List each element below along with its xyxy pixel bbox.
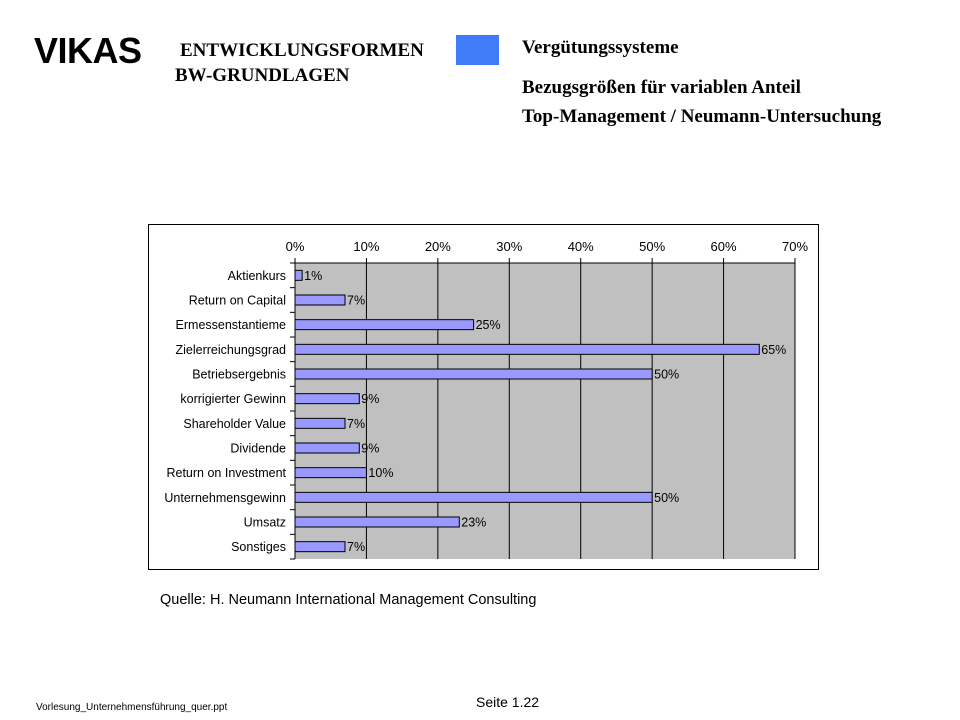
header-line-1: ENTWICKLUNGSFORMEN bbox=[180, 40, 424, 61]
bar bbox=[295, 468, 366, 478]
bar bbox=[295, 369, 652, 379]
category-label: Unternehmensgewinn bbox=[164, 490, 286, 505]
data-label: 9% bbox=[361, 441, 380, 456]
bar bbox=[295, 542, 345, 552]
topic-line-2: Top-Management / Neumann-Untersuchung bbox=[522, 106, 882, 127]
data-label: 25% bbox=[475, 318, 501, 333]
data-label: 10% bbox=[368, 466, 394, 481]
data-label: 50% bbox=[654, 490, 680, 505]
bar-chart bbox=[149, 225, 818, 569]
header-line-2: BW-GRUNDLAGEN bbox=[175, 65, 350, 86]
category-label: Aktienkurs bbox=[227, 268, 286, 283]
bar bbox=[295, 517, 459, 527]
topic-title: Vergütungssysteme bbox=[522, 37, 679, 58]
bar bbox=[295, 295, 345, 305]
x-tick-label: 30% bbox=[496, 239, 523, 254]
category-label: Sonstiges bbox=[231, 540, 286, 555]
data-label: 23% bbox=[461, 515, 487, 530]
bar bbox=[295, 394, 359, 404]
plot-area bbox=[295, 263, 795, 559]
bar bbox=[295, 443, 359, 453]
bar bbox=[295, 344, 759, 354]
accent-box bbox=[456, 35, 499, 65]
x-tick-label: 20% bbox=[424, 239, 451, 254]
category-label: Ermessenstantieme bbox=[175, 318, 286, 333]
bar bbox=[295, 418, 345, 428]
page-number: Seite 1.22 bbox=[476, 694, 540, 710]
category-label: Betriebsergebnis bbox=[192, 367, 286, 382]
x-tick-label: 0% bbox=[285, 239, 305, 254]
data-label: 7% bbox=[347, 416, 366, 431]
x-tick-label: 40% bbox=[567, 239, 594, 254]
data-label: 7% bbox=[347, 293, 366, 308]
data-label: 9% bbox=[361, 392, 380, 407]
footer-filename: Vorlesung_Unternehmensführung_quer.ppt bbox=[36, 702, 228, 713]
chart-frame bbox=[148, 224, 819, 570]
category-label: Return on Investment bbox=[166, 466, 286, 481]
category-label: Return on Capital bbox=[188, 293, 286, 308]
bar bbox=[295, 270, 302, 280]
bar bbox=[295, 320, 474, 330]
x-tick-label: 70% bbox=[781, 239, 809, 254]
data-label: 7% bbox=[347, 540, 366, 555]
x-tick-label: 50% bbox=[639, 239, 666, 254]
data-label: 1% bbox=[304, 268, 323, 283]
logo-vikas: VIKAS bbox=[34, 30, 142, 71]
category-label: Umsatz bbox=[243, 515, 286, 530]
data-label: 65% bbox=[761, 342, 787, 357]
source-note: Quelle: H. Neumann International Management Consulting bbox=[160, 592, 537, 608]
category-label: korrigierter Gewinn bbox=[180, 392, 286, 407]
x-tick-label: 10% bbox=[353, 239, 380, 254]
data-label: 50% bbox=[654, 367, 680, 382]
x-tick-label: 60% bbox=[710, 239, 737, 254]
bar bbox=[295, 492, 652, 502]
category-label: Dividende bbox=[230, 441, 286, 456]
category-label: Zielerreichungsgrad bbox=[175, 342, 286, 357]
category-label: Shareholder Value bbox=[183, 416, 286, 431]
topic-line-1: Bezugsgrößen für variablen Anteil bbox=[522, 77, 801, 98]
